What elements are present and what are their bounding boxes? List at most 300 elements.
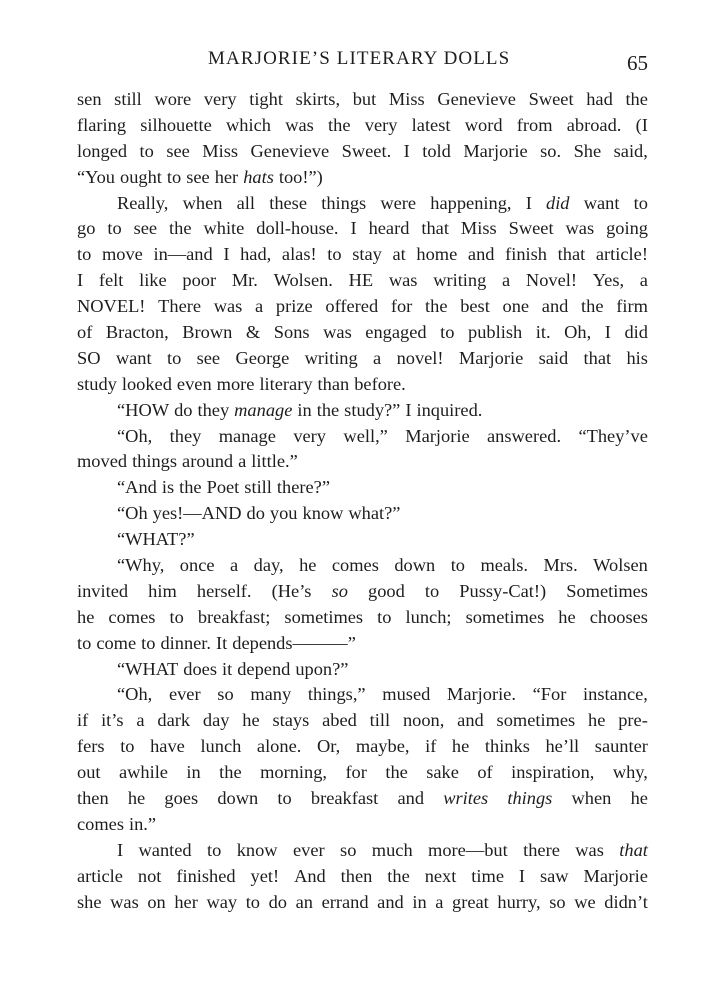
word: “WHAT	[117, 658, 179, 679]
word: awhile	[118, 762, 168, 783]
word: &	[245, 322, 261, 343]
text-line	[77, 812, 648, 838]
word: the	[385, 762, 408, 783]
word: finish	[505, 244, 548, 265]
word: of	[77, 322, 93, 343]
word: they	[197, 399, 230, 420]
word: good	[368, 580, 405, 601]
word: alone.	[256, 736, 302, 757]
word: did	[624, 322, 648, 343]
text-line	[77, 605, 648, 631]
word: the	[316, 399, 340, 420]
word: but	[352, 89, 377, 109]
word: he	[77, 606, 95, 627]
emphasized-word: did	[546, 192, 570, 213]
word: Wolsen.	[273, 270, 333, 291]
word: Or,	[316, 736, 341, 757]
word: does	[183, 658, 217, 679]
word: before.	[354, 373, 406, 394]
word: he	[127, 788, 146, 809]
word: abed	[322, 710, 357, 731]
word: said,	[613, 140, 648, 161]
word: a	[229, 555, 239, 576]
word: to	[139, 140, 154, 161]
word: to	[207, 839, 222, 860]
word: Novel!	[525, 270, 577, 291]
word: upon?”	[295, 658, 349, 679]
word: “Oh,	[117, 684, 153, 705]
word: out	[77, 762, 101, 783]
word: he	[242, 710, 260, 731]
word: these	[269, 192, 308, 213]
word: too!”)	[278, 166, 323, 187]
word: an	[295, 891, 313, 912]
word: herself.	[196, 580, 252, 601]
word: to	[141, 632, 156, 653]
word: we	[574, 891, 596, 912]
word: see	[166, 140, 190, 161]
word: publish	[468, 322, 523, 343]
word: Really,	[117, 192, 169, 213]
word: it’s	[101, 710, 124, 731]
word: There	[158, 296, 202, 317]
word: he	[451, 736, 470, 757]
word: told	[422, 140, 451, 161]
word: the	[169, 218, 192, 239]
word: “And	[117, 477, 157, 498]
word: saunter	[594, 736, 648, 757]
word: come	[96, 632, 137, 653]
text-line	[77, 657, 648, 683]
word: I	[223, 244, 230, 265]
word: still	[114, 89, 142, 109]
word: Bracton,	[105, 322, 169, 343]
word: he	[630, 788, 648, 809]
text-line	[77, 113, 648, 139]
word: Marjorie	[458, 347, 524, 368]
word: NOVEL!	[77, 296, 146, 317]
word: that	[557, 244, 586, 265]
word: a	[373, 347, 382, 368]
word: hurry,	[497, 891, 541, 912]
word: chooses	[589, 606, 648, 627]
word: fers	[77, 736, 105, 757]
word: the	[425, 296, 448, 317]
text-line	[77, 139, 648, 165]
word: invited	[77, 580, 129, 601]
word: silhouette	[140, 114, 212, 135]
word: skirts,	[295, 89, 341, 109]
word: breakfast;	[197, 606, 271, 627]
word: Sweet	[528, 89, 574, 109]
word: It	[216, 632, 228, 653]
word: meals.	[480, 555, 528, 576]
word: article	[77, 865, 123, 886]
word: there	[523, 839, 560, 860]
word: know	[302, 503, 344, 524]
word: pre-	[618, 710, 648, 731]
word: and	[377, 891, 404, 912]
text-line	[77, 398, 648, 424]
word: to	[277, 788, 292, 809]
text-line	[77, 527, 648, 553]
word: then	[77, 788, 109, 809]
word: things,”	[307, 684, 366, 705]
word: going	[606, 218, 648, 239]
word: noon,	[402, 710, 445, 731]
word: he	[299, 555, 317, 576]
running-title: MARJORIE’S LITERARY DOLLS	[208, 48, 511, 69]
word: the	[581, 296, 604, 317]
word: things	[321, 192, 367, 213]
word: he	[588, 710, 606, 731]
word: she	[77, 891, 102, 912]
word: Poet	[206, 477, 240, 498]
word: to	[120, 736, 135, 757]
word: the	[328, 114, 351, 135]
word: have	[150, 736, 185, 757]
word: stay	[352, 244, 382, 265]
text-line	[77, 268, 648, 294]
word: way	[206, 891, 238, 912]
text-line	[77, 553, 648, 579]
word: longed	[77, 140, 128, 161]
word: her	[174, 891, 198, 912]
word: Yes,	[592, 270, 625, 291]
word: his	[626, 347, 648, 368]
word: thinks	[484, 736, 530, 757]
word: a	[639, 270, 648, 291]
word: to	[166, 166, 182, 187]
word: to	[377, 606, 392, 627]
word: Mr.	[231, 270, 258, 291]
word: novel!	[396, 347, 444, 368]
word: “For	[532, 684, 567, 705]
word: abroad.	[566, 114, 622, 135]
word: very	[203, 89, 237, 109]
word: was	[110, 891, 139, 912]
word: poor	[182, 270, 217, 291]
word: I	[405, 399, 412, 420]
word: well,”	[343, 425, 388, 446]
word: manage	[218, 425, 276, 446]
word: breakfast	[310, 788, 379, 809]
word: Sometimes	[566, 580, 648, 601]
word: “Oh,	[117, 425, 153, 446]
word: till	[369, 710, 391, 731]
word: Wolsen	[593, 555, 648, 576]
word: study?”	[344, 399, 401, 420]
word: dinner.	[160, 632, 212, 653]
word: see	[133, 218, 158, 239]
word: looked	[121, 373, 172, 394]
text-line	[77, 165, 648, 191]
word: was	[213, 296, 243, 317]
word: to	[77, 632, 92, 653]
word: Sweet	[508, 218, 554, 239]
word: I	[77, 270, 84, 291]
word: was	[323, 322, 352, 343]
emphasized-word: writes	[443, 788, 489, 809]
word: dark	[157, 710, 191, 731]
text-line	[77, 864, 648, 890]
word: in	[412, 891, 427, 912]
word: and	[397, 788, 425, 809]
word: I	[525, 192, 532, 213]
word: white	[203, 218, 245, 239]
text-line	[77, 838, 648, 864]
word: is	[161, 477, 175, 498]
word: instance,	[583, 684, 648, 705]
word: much	[371, 839, 413, 860]
word: next	[424, 865, 457, 886]
word: of	[477, 762, 493, 783]
emphasized-word: that	[619, 839, 648, 860]
word: want	[583, 192, 620, 213]
word: day	[202, 710, 230, 731]
word: go	[77, 218, 96, 239]
word: yes!—AND	[152, 503, 242, 524]
word: great	[452, 891, 489, 912]
text-line	[77, 760, 648, 786]
word: I	[403, 140, 410, 161]
word: Genevieve	[437, 89, 516, 109]
text-line	[77, 294, 648, 320]
word: “You	[77, 166, 115, 187]
word: “HOW	[117, 399, 170, 420]
word: the	[387, 865, 410, 886]
word: didn’t	[604, 891, 648, 912]
word: maybe,	[355, 736, 410, 757]
word: sen	[77, 89, 102, 109]
word: do	[174, 399, 193, 420]
word: were	[380, 192, 417, 213]
word: inspiration,	[511, 762, 595, 783]
word: Sons	[273, 322, 310, 343]
word: the	[625, 89, 648, 109]
word: Sweet.	[341, 140, 392, 161]
word: firm	[616, 296, 648, 317]
word: article!	[595, 244, 648, 265]
word: moved	[77, 451, 128, 472]
word: to	[169, 606, 184, 627]
word: more	[216, 373, 255, 394]
word: what?”	[348, 503, 401, 524]
word: know	[236, 839, 278, 860]
word: comes	[331, 555, 379, 576]
word: home	[416, 244, 458, 265]
word: And	[294, 865, 326, 886]
emphasized-word: hats	[243, 166, 274, 187]
word: saw	[539, 865, 569, 886]
word: I	[350, 218, 357, 239]
word: in	[297, 399, 312, 420]
word: lunch;	[405, 606, 452, 627]
word: so	[217, 684, 234, 705]
word: goes	[164, 788, 199, 809]
word: down	[394, 555, 436, 576]
word: so	[340, 839, 357, 860]
word: like	[139, 270, 167, 291]
word: “WHAT?”	[117, 529, 195, 550]
word: flaring	[77, 114, 127, 135]
word: latest	[411, 114, 451, 135]
word: do	[268, 891, 287, 912]
text-line	[77, 631, 648, 657]
word: Marjorie	[583, 865, 648, 886]
word: I	[518, 865, 526, 886]
word: do	[246, 503, 265, 524]
text-line	[77, 734, 648, 760]
word: Brown	[182, 322, 233, 343]
word: that	[421, 218, 449, 239]
word: to	[450, 555, 465, 576]
word: was	[575, 839, 604, 860]
word: he	[558, 606, 576, 627]
word: very	[364, 114, 398, 135]
word: to	[440, 322, 455, 343]
word: a	[136, 710, 145, 731]
word: She	[573, 140, 602, 161]
text-line	[77, 708, 648, 734]
word: sometimes	[284, 606, 364, 627]
text-line	[77, 890, 648, 916]
word: mused	[382, 684, 431, 705]
word: sometimes	[465, 606, 545, 627]
word: for	[345, 762, 367, 783]
word: wanted	[138, 839, 192, 860]
word: to	[424, 580, 440, 601]
word: Marjorie.	[447, 684, 516, 705]
word: offered	[325, 296, 379, 317]
word: why,	[612, 762, 648, 783]
word: had,	[240, 244, 272, 265]
word: morning,	[260, 762, 327, 783]
word: to	[166, 347, 182, 368]
word: engaged	[365, 322, 427, 343]
word: I	[604, 322, 611, 343]
word: not	[137, 865, 162, 886]
word: sake	[426, 762, 459, 783]
emphasized-word: things	[507, 788, 553, 809]
word: in—and	[153, 244, 213, 265]
text-line	[77, 87, 648, 113]
word: so.	[540, 140, 562, 161]
word: had	[586, 89, 613, 109]
word: depend	[237, 658, 291, 679]
word: which	[226, 114, 271, 135]
word: depends———”	[232, 632, 356, 653]
word: they	[169, 425, 202, 446]
text-line	[77, 191, 648, 217]
word: ought	[120, 166, 162, 187]
word: see	[186, 166, 210, 187]
word: prize	[275, 296, 313, 317]
word: down	[217, 788, 259, 809]
word: sometimes	[496, 710, 576, 731]
word: happening,	[430, 192, 512, 213]
word: Genevieve	[250, 140, 330, 161]
word: he’ll	[545, 736, 580, 757]
body-text	[77, 87, 648, 916]
word: study	[77, 373, 117, 394]
word: to	[633, 192, 648, 213]
word: once	[179, 555, 215, 576]
word: George	[235, 347, 290, 368]
word: then	[340, 865, 373, 886]
word: stays	[272, 710, 310, 731]
word: if	[425, 736, 437, 757]
word: errand	[321, 891, 369, 912]
word: inquired.	[416, 399, 483, 420]
word: said	[538, 347, 569, 368]
word: her	[214, 166, 239, 187]
word: comes	[108, 606, 156, 627]
word: more—but	[428, 839, 508, 860]
word: things	[132, 451, 178, 472]
word: around	[182, 451, 234, 472]
word: and	[457, 710, 484, 731]
word: little.”	[251, 451, 298, 472]
word: comes	[77, 813, 124, 834]
word: a	[435, 891, 444, 912]
word: day,	[253, 555, 284, 576]
word: ever	[292, 839, 325, 860]
emphasized-word: manage	[234, 399, 293, 420]
word: Miss	[460, 218, 497, 239]
word: for	[390, 296, 413, 317]
word: SO	[77, 347, 101, 368]
word: alas!	[281, 244, 317, 265]
word: than	[317, 373, 350, 394]
word: Oh,	[564, 322, 592, 343]
text-line	[77, 216, 648, 242]
text-line	[77, 372, 648, 398]
word: so	[549, 891, 566, 912]
word: literary	[259, 373, 313, 394]
word: ever	[168, 684, 201, 705]
text-line	[77, 682, 648, 708]
word: answered.	[487, 425, 562, 446]
word: when	[182, 192, 223, 213]
word: tight	[249, 89, 283, 109]
word: best	[460, 296, 490, 317]
word: to	[327, 244, 342, 265]
word: to	[245, 891, 260, 912]
word: was	[565, 218, 595, 239]
text-line	[77, 475, 648, 501]
word: at	[392, 244, 406, 265]
text-line	[77, 242, 648, 268]
word: even	[176, 373, 212, 394]
word: to	[77, 244, 92, 265]
word: “Why,	[117, 555, 165, 576]
word: there?”	[276, 477, 330, 498]
word: a	[502, 270, 511, 291]
word: Miss	[202, 140, 239, 161]
text-line	[77, 346, 648, 372]
word: Pussy-Cat!)	[459, 580, 547, 601]
word: was	[285, 114, 314, 135]
emphasized-word: so	[331, 580, 348, 601]
word: all	[236, 192, 256, 213]
word: “They’ve	[578, 425, 648, 446]
word: word	[464, 114, 503, 135]
word: felt	[98, 270, 124, 291]
word: still	[244, 477, 272, 498]
word: the	[179, 477, 202, 498]
word: HE	[348, 270, 374, 291]
